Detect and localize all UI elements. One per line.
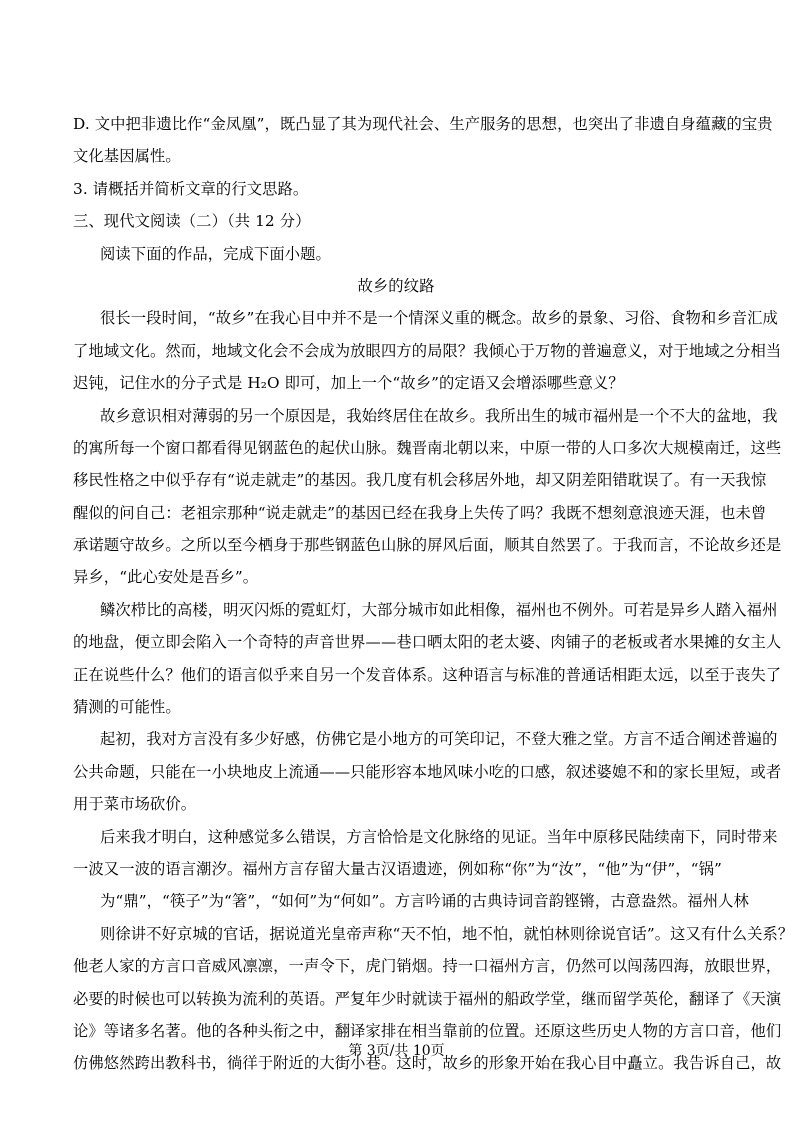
paragraph-line: 承诺题守故乡。之所以至今栖身于那些钢蓝色山脉的屏风后面，顺其自然罢了。于我而言，不论故乡还是: [73, 536, 782, 555]
paragraph-line: 醒似的问自己：老祖宗那种“说走就走”的基因已经在我身上失传了吗？我既不想刻意浪迹天涯，也未曾: [73, 503, 767, 522]
paragraph-line: 论》等诸多名著。他的各种头衔之中，翻译家排在相当靠前的位置。还原这些历史人物的方言口音，他们: [73, 1021, 782, 1040]
question-option-d: D. 文中把非遗比作“金凤凰”，既凸显了其为现代社会、生产服务的思想，也突出了非遗自身蕴藏的宝贵: [73, 115, 773, 133]
paragraph-line: 必要的时候也可以转换为流利的英语。严复年少时就读于福州的船政学堂，继而留学英伦，翻译了《天演: [73, 989, 782, 1008]
paragraph-line: 用于菜市场砍价。: [73, 795, 197, 814]
paragraph-line: 移民性格之中似乎存有“说走就走”的基因。我几度有机会移居外地，却又阴差阳错耽误了。有一天我惊: [73, 471, 767, 490]
paragraph-line: 了地域文化。然而，地域文化会不会成为放眼四方的局限？我倾心于万物的普遍意义，对于地域之分相当: [73, 341, 782, 360]
article-title: 故乡的纹路: [357, 276, 435, 295]
paragraph-line: 他老人家的方言口音威风凛凛，一声令下，虎门销烟。持一口福州方言，仍然可以闯荡四海，放眼世界，: [73, 957, 782, 976]
paragraph-line: 的地盘，便立即会陷入一个奇特的声音世界——巷口晒太阳的老太婆、肉铺子的老板或者水果摊的女主人: [73, 633, 782, 652]
paragraph-line: 猜测的可能性。: [73, 698, 181, 717]
question-3: 3. 请概括并简析文章的行文思路。: [73, 179, 309, 198]
paragraph-line: 起初，我对方言没有多少好感，仿佛它是小地方的可笑印记，不登大雅之堂。方言不适合阐述普遍的: [100, 730, 778, 749]
paragraph-line: 后来我才明白，这种感觉多么错误，方言恰恰是文化脉络的见证。当年中原移民陆续南下，同时带来: [100, 827, 778, 846]
paragraph-line: 很长一段时间，“故乡”在我心目中并不是一个情深义重的概念。故乡的景象、习俗、食物和乡音汇成: [100, 309, 778, 328]
paragraph-line: 迟钝，记住水的分子式是 H₂O 即可，加上一个“故乡”的定语又会增添哪些意义？: [73, 374, 624, 393]
paragraph-line: 为“鼎”，“筷子”为“箸”，“如何”为“何如”。方言吟诵的古典诗词音韵铿锵，古意盎然。福州人林: [100, 892, 749, 911]
document-body: [73, 108, 793, 1080]
section-heading: 三、现代文阅读（二）（共 12 分）: [73, 212, 311, 231]
question-option-d-continued: 文化基因属性。: [73, 147, 181, 166]
paragraph-line: 异乡，“此心安处是吾乡”。: [73, 568, 259, 587]
paragraph-line: 则徐讲不好京城的官话，据说道光皇帝声称“天不怕，地不怕，就怕林则徐说官话”。这又有什么关系？: [100, 924, 793, 943]
paragraph-line: 仿佛悠然跨出教科书，徜徉于附近的大街小巷。这时，故乡的形象开始在我心目中矗立。我告诉自己，故: [73, 1054, 782, 1073]
paragraph-line: 一波又一波的语言潮汐。福州方言存留大量古汉语遗迹，例如称“你”为“汝”，“他”为“伊”，“锅”: [73, 859, 722, 878]
page-number-footer: 第 3页/共 10页: [348, 1043, 445, 1059]
paragraph-line: 鳞次栉比的高楼，明灭闪烁的霓虹灯，大部分城市如此相像，福州也不例外。可若是异乡人踏入福州: [100, 600, 778, 619]
paragraph-line: 公共命题，只能在一小块地皮上流通——只能形容本地风味小吃的口感，叙述婆媳不和的家长里短，或者: [73, 762, 782, 781]
reading-instruction: 阅读下面的作品，完成下面小题。: [100, 244, 331, 263]
paragraph-line: 的寓所每一个窗口都看得见钢蓝色的起伏山脉。魏晋南北朝以来，中原一带的人口多次大规模南迁，这些: [73, 438, 782, 457]
paragraph-line: 正在说些什么？他们的语言似乎来自另一个发音体系。这种语言与标准的普通话相距太远，以至于丧失了: [73, 665, 782, 684]
paragraph-line: 故乡意识相对薄弱的另一个原因是，我始终居住在故乡。我所出生的城市福州是一个不大的盆地，我: [100, 406, 778, 425]
